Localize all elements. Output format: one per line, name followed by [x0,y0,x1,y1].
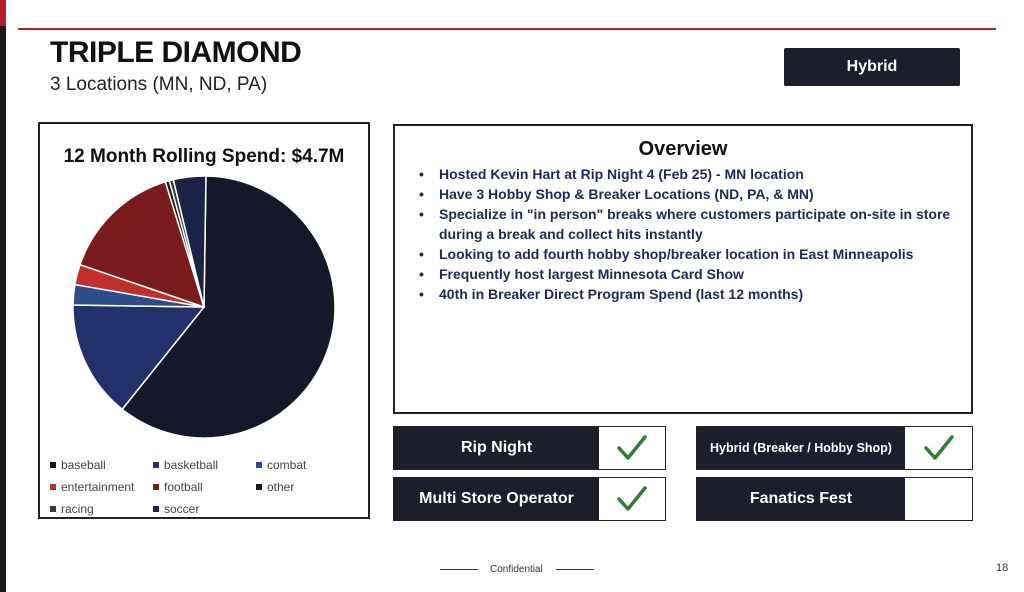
feature-label: Multi Store Operator [394,478,599,520]
legend-label: soccer [164,502,200,516]
feature-rip-night [393,426,666,470]
legend-swatch [256,462,262,468]
legend-item-other [256,480,359,494]
feature-check-cell-empty [905,478,972,520]
feature-hybrid [696,426,973,470]
legend-swatch [50,484,56,490]
legend-swatch [50,506,56,512]
legend-item-football [153,480,256,494]
legend-label: other [267,480,295,494]
legend-label: entertainment [61,480,135,494]
chart-title: 12 Month Rolling Spend: $4.7M [63,146,345,167]
footer-rule-left [440,569,478,570]
hybrid-badge: Hybrid [784,48,960,86]
legend-label: racing [61,502,94,516]
overview-panel [393,124,973,414]
chart-legend [50,454,360,520]
legend-item-combat [256,458,359,472]
feature-check-cell [599,478,665,520]
overview-title: Overview [638,138,728,160]
overview-bullet: • Frequently host largest Minnesota Card Show [415,264,955,284]
page-number: 18 [996,562,1009,574]
footer-confidential: Confidential [490,564,543,575]
page-title: TRIPLE DIAMOND [50,36,302,69]
overview-list [415,164,955,304]
check-icon [615,433,649,463]
legend-item-entertainment [50,480,153,494]
legend-label: football [164,480,203,494]
legend-item-basketball [153,458,256,472]
legend-item-racing [50,502,153,516]
pie-chart [40,124,368,444]
footer-rule-right [556,569,594,570]
left-accent-red [0,0,6,26]
legend-swatch [153,484,159,490]
feature-label: Rip Night [394,427,599,469]
check-icon [615,484,649,514]
legend-swatch [50,462,56,468]
left-accent-bar [0,0,6,592]
legend-label: combat [267,458,307,472]
legend-swatch [153,462,159,468]
legend-item-soccer [153,502,256,516]
legend-item-baseball [50,458,153,472]
legend-label: baseball [61,458,106,472]
feature-multi-store [393,477,666,521]
feature-label: Fanatics Fest [697,478,905,520]
feature-label: Hybrid (Breaker / Hobby Shop) [697,427,905,469]
overview-bullet: • Hosted Kevin Hart at Rip Night 4 (Feb 25) - MN location [415,164,955,184]
spend-chart-panel [38,122,370,519]
overview-bullet: • Looking to add fourth hobby shop/breaker location in East Minneapolis [415,244,955,264]
legend-label: basketball [164,458,219,472]
feature-check-cell [905,427,972,469]
overview-bullet: • Specialize in "in person" breaks where customers participate on-site in store during a break and collect hits instantly [415,204,955,244]
feature-fanatics-fest [696,477,973,521]
overview-bullet: • Have 3 Hobby Shop & Breaker Locations (ND, PA, & MN) [415,184,955,204]
legend-swatch [256,484,262,490]
page-subtitle: 3 Locations (MN, ND, PA) [50,74,268,95]
feature-check-cell [599,427,665,469]
top-rule [18,28,996,30]
check-icon [922,433,956,463]
overview-bullet: • 40th in Breaker Direct Program Spend (last 12 months) [415,284,955,304]
legend-swatch [153,506,159,512]
